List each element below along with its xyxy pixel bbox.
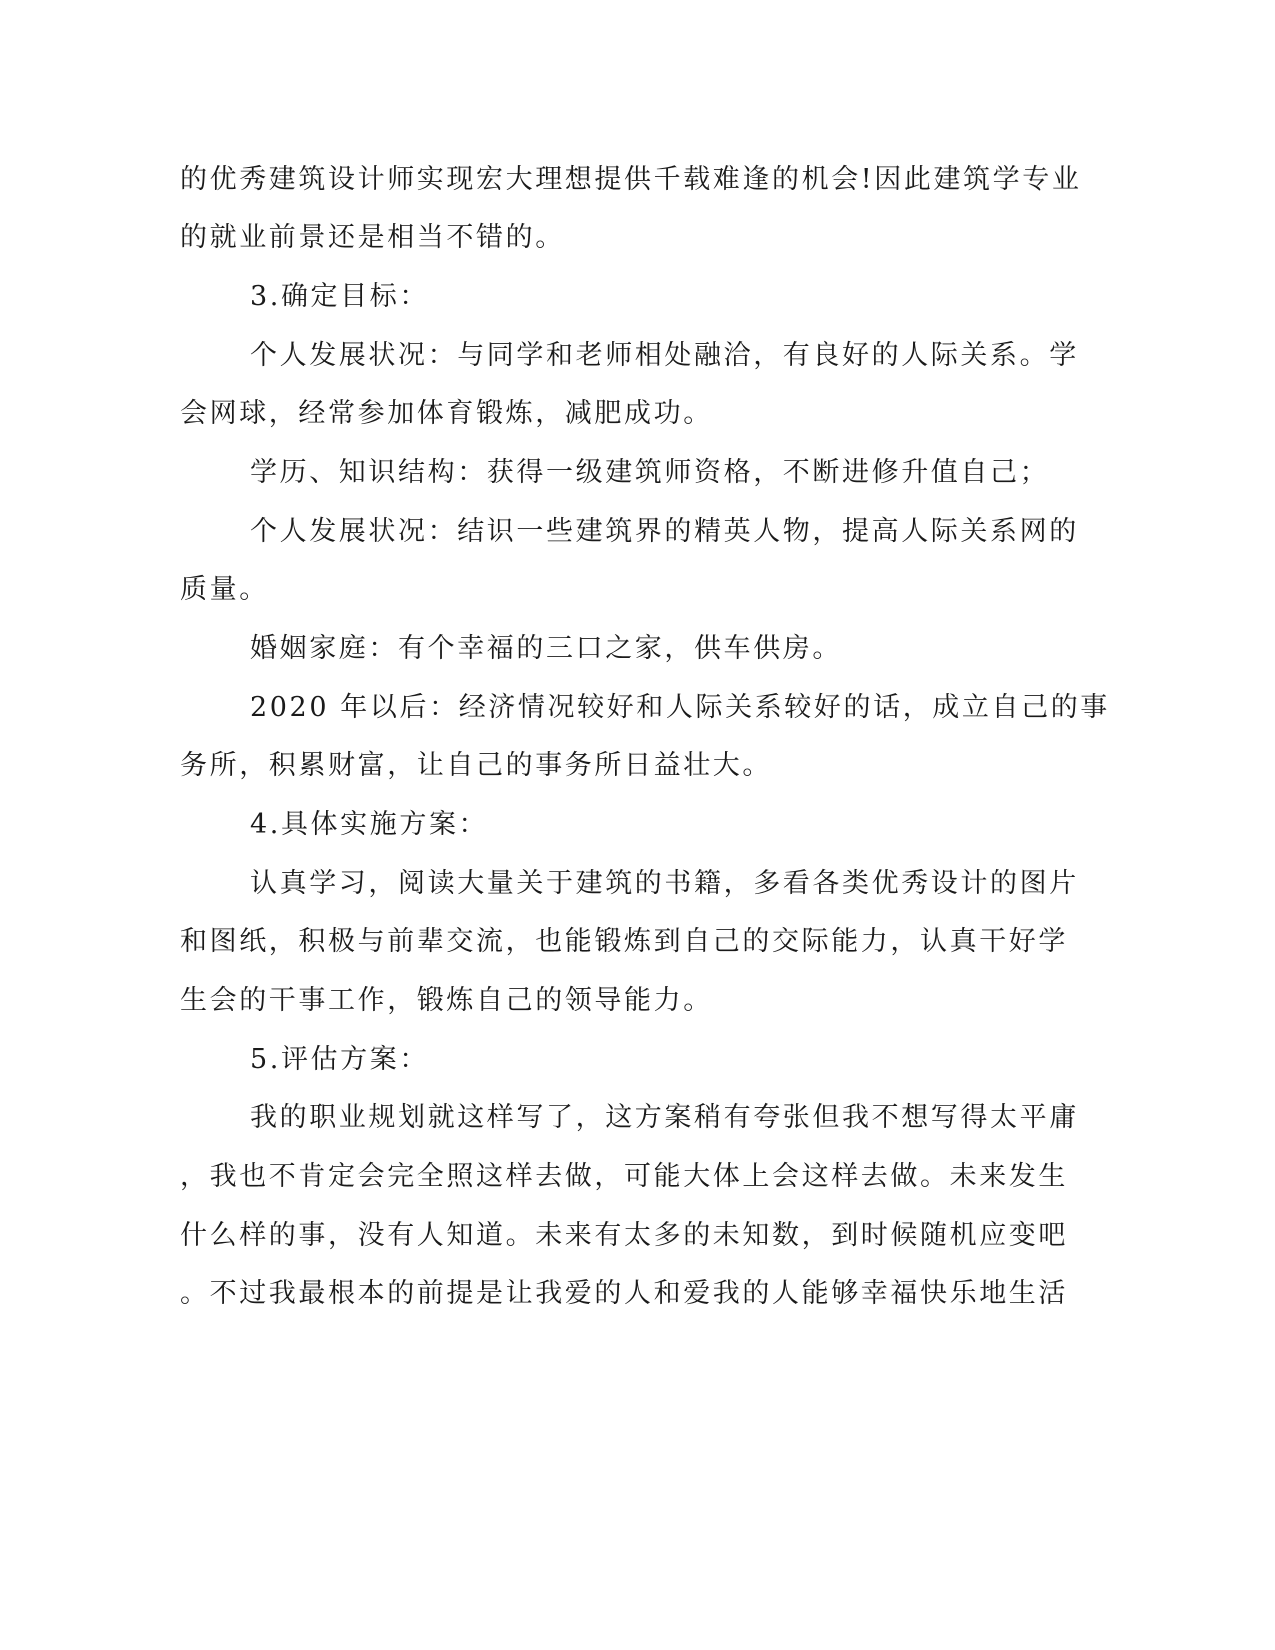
- text-line: 个人发展状况：结识一些建筑界的精英人物，提高人际关系网的: [250, 516, 1079, 547]
- section-heading: 4.具体实施方案：: [250, 809, 489, 840]
- text-line: ，我也不肯定会完全照这样去做，可能大体上会这样去做。未来发生: [180, 1161, 1068, 1192]
- section-heading: 3.确定目标：: [250, 281, 429, 312]
- text-line: 的就业前景还是相当不错的。: [180, 222, 565, 253]
- text-line: 质量。: [180, 574, 269, 605]
- text-line: 个人发展状况：与同学和老师相处融洽，有良好的人际关系。学: [250, 340, 1079, 371]
- text-line: 。不过我最根本的前提是让我爱的人和爱我的人能够幸福快乐地生活: [180, 1278, 1068, 1309]
- text-line: 我的职业规划就这样写了，这方案稍有夸张但我不想写得太平庸: [250, 1102, 1079, 1133]
- text-line: 婚姻家庭：有个幸福的三口之家，供车供房。: [250, 633, 842, 664]
- text-line: 生会的干事工作，锻炼自己的领导能力。: [180, 985, 713, 1016]
- text-line: 什么样的事，没有人知道。未来有太多的未知数，到时候随机应变吧: [180, 1220, 1068, 1251]
- text-line: 学历、知识结构：获得一级建筑师资格，不断进修升值自己；: [250, 457, 1050, 488]
- text-line: 会网球，经常参加体育锻炼，减肥成功。: [180, 398, 713, 429]
- text-line: 和图纸，积极与前辈交流，也能锻炼到自己的交际能力，认真干好学: [180, 926, 1068, 957]
- text-line: 认真学习，阅读大量关于建筑的书籍，多看各类优秀设计的图片: [250, 868, 1079, 899]
- section-heading: 5.评估方案：: [250, 1044, 429, 1075]
- text-line: 的优秀建筑设计师实现宏大理想提供千载难逢的机会!因此建筑学专业: [180, 164, 1082, 195]
- text-line: 2020 年以后：经济情况较好和人际关系较好的话，成立自己的事: [250, 692, 1110, 723]
- text-line: 务所，积累财富，让自己的事务所日益壮大。: [180, 750, 772, 781]
